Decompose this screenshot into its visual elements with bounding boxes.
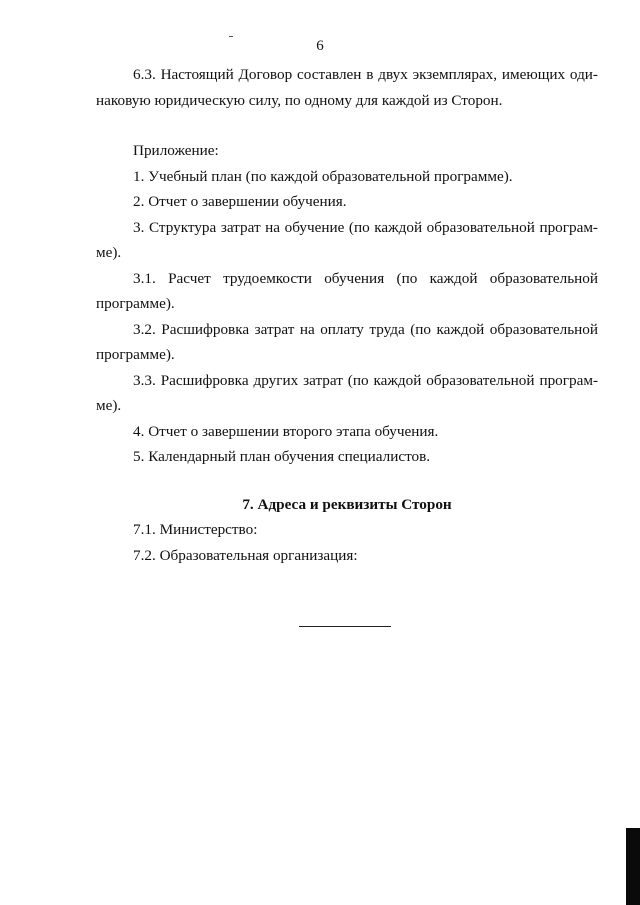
appendix-list bbox=[96, 164, 598, 470]
appendix-item-3-1-line2: программе). bbox=[96, 295, 175, 312]
appendix-item-3-line2: ме). bbox=[96, 244, 122, 261]
section-7-2-organization: 7.2. Образовательная организация: bbox=[133, 546, 358, 564]
end-rule bbox=[299, 626, 391, 627]
scan-margin-bar bbox=[626, 828, 640, 905]
clause-6-3-line2: наковую юридическую силу, по одному для каждой из Сторон. bbox=[96, 91, 503, 109]
page-number: 6 bbox=[316, 38, 324, 54]
section-7-title: 7. Адреса и реквизиты Сторон bbox=[242, 495, 452, 513]
appendix-item-3-2-line1: 3.2. Расшифровка затрат на оплату труда (по каждой образовательной bbox=[133, 320, 598, 338]
clause-6-3-line1: 6.3. Настоящий Договор составлен в двух экземплярах, имеющих оди- bbox=[133, 66, 598, 83]
appendix-item-2: 2. Отчет о завершении обучения. bbox=[133, 193, 347, 210]
appendix-item-3-3-line1: 3.3. Расшифровка других затрат (по каждой образовательной програм- bbox=[133, 371, 598, 389]
appendix-heading: Приложение: bbox=[133, 142, 219, 159]
section-7-1-ministry: 7.1. Министерство: bbox=[133, 521, 258, 538]
appendix-item-3-line1: 3. Структура затрат на обучение (по каждой образовательной програм- bbox=[133, 218, 598, 236]
appendix-item-3-3-line2: ме). bbox=[96, 397, 122, 414]
document-body bbox=[96, 62, 598, 568]
appendix-item-3-2-line2: программе). bbox=[96, 346, 175, 363]
appendix-item-3-1-line1: 3.1. Расчет трудоемкости обучения (по каждой образовательной bbox=[133, 269, 598, 287]
clause-6-3 bbox=[96, 62, 598, 113]
scan-speck bbox=[229, 36, 233, 37]
appendix-item-4: 4. Отчет о завершении второго этапа обучения. bbox=[133, 422, 439, 440]
appendix-item-5: 5. Календарный план обучения специалистов. bbox=[133, 448, 431, 465]
appendix-item-1: 1. Учебный план (по каждой образовательной программе). bbox=[133, 167, 513, 185]
